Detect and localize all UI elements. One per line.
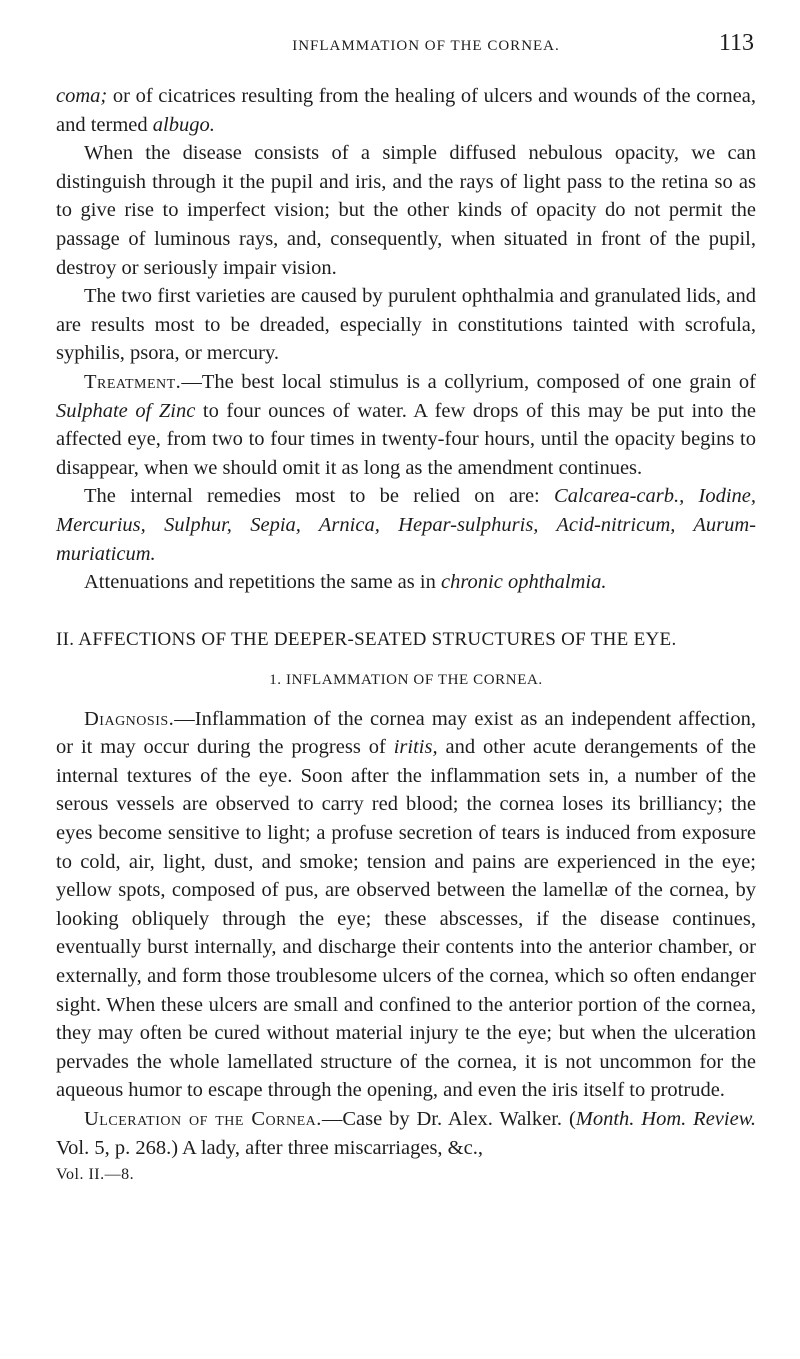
paragraph-internal-remedies [56,482,756,568]
paragraph-text: The internal remedies most to be relied on are: [84,485,555,508]
paragraph-text: to four ounces of water. A few drops of this may be put into the affected eye, from two to four times in twenty-four hours, until the opacity begins to disappear, when we should omit it as long as the amendment continues. [56,399,756,479]
paragraph-causes: The two first varieties are caused by purulent ophthalmia and granulated lids, and are results most to be dreaded, especially in constitutions tainted with scrofula, syphilis, psora, or mercury. [56,285,756,365]
ulceration-label: Ulceration of the Cornea. [84,1108,322,1130]
italic-term: chronic ophthalmia. [440,571,607,594]
paragraph-text: —The best local stimulus is a collyrium, composed of one grain of [181,370,756,393]
diagnosis-label: Diagnosis. [84,707,175,730]
paragraph-text: —Inflammation of the cornea may exist as an independent affection, or it may occur during the progress of [56,707,756,759]
paragraph-albugo [56,82,756,139]
remedies-list: Calcarea-carb., Iodine, Mercurius, Sulphur, Sepia, Arnica, Hepar-sulphuris, Acid-nitricum, Aurum-muriaticum. [56,485,756,565]
italic-term: Sulphate of Zinc [56,399,196,422]
paragraph-text: and other acute derangements of the internal textures of the eye. Soon after the inflammation sets in, a number of the serous vessels are observed to carry red blood; the cornea loses its brilliancy; the eyes become sensitive to light; a profuse secretion of tears is induced from exposure to cold, air, light, dust, and smoke; tension and pains are experienced in the eye; yellow spots, composed of pus, are observed between the lamellæ of the cornea, by looking obliquely through the eye; these abscesses, if the disease continues, eventually burst internally, and discharge their contents into the anterior chamber, or externally, and form those troublesome ulcers of the cornea, which so often endanger sight. When these ulcers are small and confined to the anterior portion of the cornea, they may often be cured without material injury te the eye; but when the ulceration pervades the whole lamellated structure of the cornea, it is not uncommon for the aqueous humor to escape through the opening, and even the iris itself to protrude. [56,736,756,1102]
paragraph-text: or of cicatrices resulting from the healing of ulcers and wounds of the cornea, and termed [56,85,756,136]
treatment-label: Treatment. [84,370,182,393]
paragraph-nebulous-opacity: When the disease consists of a simple diffused nebulous opacity, we can distinguish through it the pupil and iris, and the rays of light pass to the retina so as to give rise to imperfect vision; but the other kinds of opacity do not permit the passage of luminous rays, and, consequently, when situated in front of the pupil, destroy or seriously impair vision. [56,142,756,279]
paragraph-text: Vol. 5, p. 268.) A lady, after three miscarriages, &c., [56,1136,483,1159]
book-page [56,0,756,1359]
running-title: INFLAMMATION OF THE CORNEA. [292,38,560,54]
paragraph-text: —Case by Dr. Alex. Walker. ( [321,1108,576,1130]
volume-signature: Vol. II.—8. [56,1166,135,1184]
italic-term: iritis, [393,736,438,759]
italic-term: coma; [56,85,108,107]
italic-term: Month. Hom. Review. [575,1108,756,1130]
page-number: 113 [718,30,754,56]
paragraph-text: Attenuations and repetitions the same as in [84,571,441,594]
paragraph-diagnosis [56,705,756,1105]
italic-term: albugo. [152,113,215,136]
running-header [56,30,756,70]
subsection-heading: 1. INFLAMMATION OF THE CORNEA. [269,671,543,688]
section-heading: II. AFFECTIONS OF THE DEEPER-SEATED STRUCTURES OF THE EYE. [56,628,677,650]
paragraph-treatment [56,368,756,482]
paragraph-ulceration-case [56,1105,756,1162]
paragraph-attenuations [56,568,756,597]
